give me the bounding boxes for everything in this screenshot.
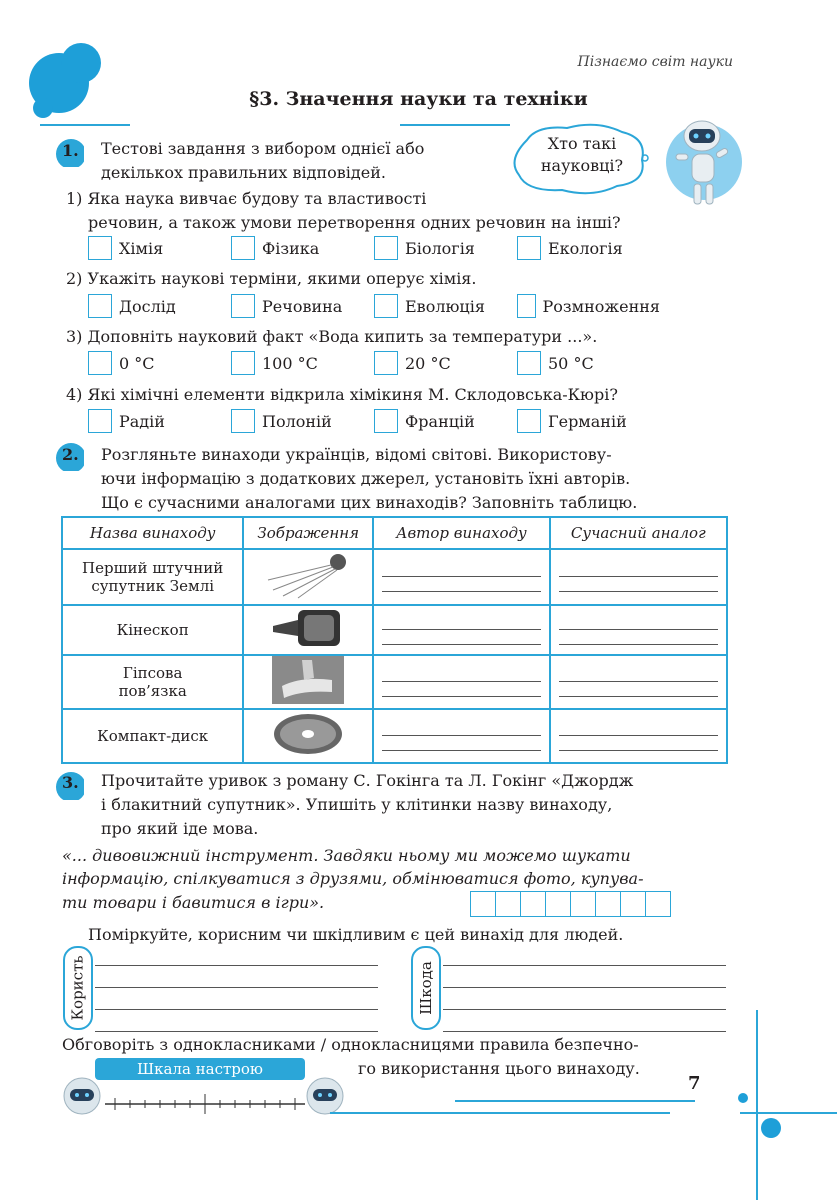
question-2-options: [88, 294, 660, 318]
checkbox[interactable]: [88, 351, 112, 375]
task-3-line-1: Прочитайте уривок з роману С. Гокінга та Л. Гокінг «Джордж: [101, 771, 634, 790]
footer-dots-icon: [735, 1088, 785, 1148]
checkbox[interactable]: [517, 236, 541, 260]
table-row: [62, 549, 727, 605]
option-checkbox[interactable]: Фізика: [231, 236, 374, 260]
harm-lines[interactable]: [443, 944, 726, 1032]
option-checkbox[interactable]: Германій: [517, 409, 660, 433]
letter-cell[interactable]: [545, 891, 571, 917]
question-4-line-1: 4) Які хімічні елементи відкрила хімікиня М. Склодовська-Кюрі?: [66, 385, 618, 404]
checkbox[interactable]: [88, 409, 112, 433]
task-1-intro-line-2: декількох правильних відповідей.: [101, 163, 386, 182]
checkbox[interactable]: [231, 409, 255, 433]
author-answer[interactable]: [373, 655, 549, 709]
table-header-row: [62, 517, 727, 549]
decorative-bubbles-icon: [26, 38, 106, 128]
letter-cell[interactable]: [595, 891, 621, 917]
question-1-line-2: речовин, а також умови перетворення одних речовин на інші?: [88, 213, 621, 232]
option-checkbox[interactable]: 0 °С: [88, 351, 231, 375]
author-answer[interactable]: [373, 605, 549, 655]
checkbox[interactable]: [374, 351, 398, 375]
checkbox[interactable]: [517, 294, 536, 318]
footer-decor-line: [330, 1112, 670, 1114]
option-checkbox[interactable]: Речовина: [231, 294, 374, 318]
mood-scale[interactable]: [60, 1074, 360, 1124]
option-checkbox[interactable]: Екологія: [517, 236, 660, 260]
option-checkbox[interactable]: 100 °С: [231, 351, 374, 375]
letter-cell[interactable]: [470, 891, 496, 917]
invention-name: Компакт-диск: [62, 709, 243, 763]
column-header: Назва винаходу: [62, 517, 243, 549]
option-checkbox[interactable]: Еволюція: [374, 294, 517, 318]
letter-cell[interactable]: [495, 891, 521, 917]
satellite-icon: [253, 550, 363, 600]
mood-scale-label: Шкала настрою: [95, 1058, 305, 1080]
letter-cell[interactable]: [645, 891, 671, 917]
option-checkbox[interactable]: 20 °С: [374, 351, 517, 375]
author-answer[interactable]: [373, 709, 549, 763]
author-answer[interactable]: [373, 549, 549, 605]
invention-image: [243, 605, 373, 655]
harm-label: Шкода: [411, 946, 441, 1030]
checkbox[interactable]: [374, 236, 398, 260]
checkbox[interactable]: [231, 351, 255, 375]
question-1-options: [88, 236, 660, 260]
option-checkbox[interactable]: Біологія: [374, 236, 517, 260]
analog-answer[interactable]: [550, 605, 727, 655]
letter-cells: [470, 891, 670, 917]
option-checkbox[interactable]: Дослід: [88, 294, 231, 318]
checkbox[interactable]: [517, 409, 541, 433]
quote-line-2: інформацію, спілкуватися з друзями, обмінюватися фото, купува-: [62, 869, 644, 888]
option-checkbox[interactable]: Полоній: [231, 409, 374, 433]
question-2-line-1: 2) Укажіть наукові терміни, якими оперує хімія.: [66, 269, 477, 288]
analog-answer[interactable]: [550, 655, 727, 709]
discuss-line-1: Обговоріть з однокласниками / однокласницями правила безпечно-: [62, 1035, 639, 1054]
option-checkbox[interactable]: Радій: [88, 409, 231, 433]
discuss-line-2: го використання цього винаходу.: [358, 1059, 640, 1078]
analog-answer[interactable]: [550, 709, 727, 763]
page-number: 7: [688, 1073, 701, 1094]
question-1-line-1: 1) Яка наука вивчає будову та властивості: [66, 189, 427, 208]
benefit-label: Користь: [63, 946, 93, 1030]
task-2-line-1: Розгляньте винаходи українців, відомі світові. Використову-: [101, 445, 612, 464]
invention-image: [243, 709, 373, 763]
invention-name: Кінескоп: [62, 605, 243, 655]
plaster-cast-icon: [272, 656, 344, 704]
invention-image: [243, 549, 373, 605]
table-row: [62, 655, 727, 709]
question-3-line-1: 3) Доповніть науковий факт «Вода кипить за температури ...».: [66, 327, 598, 346]
letter-cell[interactable]: [620, 891, 646, 917]
bubble-text: Хто такі науковці?: [540, 134, 624, 175]
option-checkbox[interactable]: Францій: [374, 409, 517, 433]
benefit-lines[interactable]: [95, 944, 378, 1032]
option-checkbox[interactable]: 50 °С: [517, 351, 660, 375]
reflect-prompt: Поміркуйте, корисним чи шкідливим є цей винахід для людей.: [88, 925, 624, 944]
column-header: Автор винаходу: [373, 517, 549, 549]
checkbox[interactable]: [88, 236, 112, 260]
checkbox[interactable]: [374, 409, 398, 433]
running-title: Пізнаємо світ науки: [577, 54, 733, 70]
task-3-number: 3.: [62, 773, 79, 792]
quote-line-3: ти товари і бавитися в ігри».: [62, 893, 325, 912]
task-2-number: 2.: [62, 445, 79, 464]
question-3-options: [88, 351, 660, 375]
checkbox[interactable]: [88, 294, 112, 318]
page-title: §3. Значення науки та техніки: [249, 88, 588, 110]
task-2-line-2: ючи інформацію з додаткових джерел, установіть їхні авторів.: [101, 469, 631, 488]
column-header: Сучасний аналог: [550, 517, 727, 549]
quote-line-1: «... дивовижний інструмент. Завдяки ньому ми можемо шукати: [62, 846, 631, 865]
checkbox[interactable]: [517, 351, 541, 375]
invention-image: [243, 655, 373, 709]
header-decor-line: [400, 124, 510, 126]
invention-name: Перший штучний супутник Землі: [62, 549, 243, 605]
compact-disc-icon: [268, 710, 348, 758]
inventions-table: [61, 516, 728, 764]
analog-answer[interactable]: [550, 549, 727, 605]
table-row: [62, 605, 727, 655]
letter-cell[interactable]: [520, 891, 546, 917]
invention-name: Гіпсова пов’язка: [62, 655, 243, 709]
task-2-line-3: Що є сучасними аналогами цих винаходів? Заповніть таблицю.: [101, 493, 638, 512]
checkbox[interactable]: [374, 294, 398, 318]
letter-cell[interactable]: [570, 891, 596, 917]
option-checkbox[interactable]: Хімія: [88, 236, 231, 260]
header-decor-line: [40, 124, 130, 126]
kinescope-icon: [268, 606, 348, 650]
robot-icon: [652, 110, 742, 215]
footer-decor-line: [455, 1100, 695, 1102]
checkbox[interactable]: [231, 294, 255, 318]
question-4-options: [88, 409, 660, 433]
checkbox[interactable]: [231, 236, 255, 260]
task-1-intro-line-1: Тестові завдання з вибором однієї або: [101, 139, 425, 158]
option-checkbox[interactable]: Розмноження: [517, 294, 660, 318]
task-1-number: 1.: [62, 141, 79, 160]
table-row: [62, 709, 727, 763]
task-3-line-3: про який іде мова.: [101, 819, 259, 838]
column-header: Зображення: [243, 517, 373, 549]
task-3-line-2: і блакитний супутник». Упишіть у клітинки назву винаходу,: [101, 795, 613, 814]
